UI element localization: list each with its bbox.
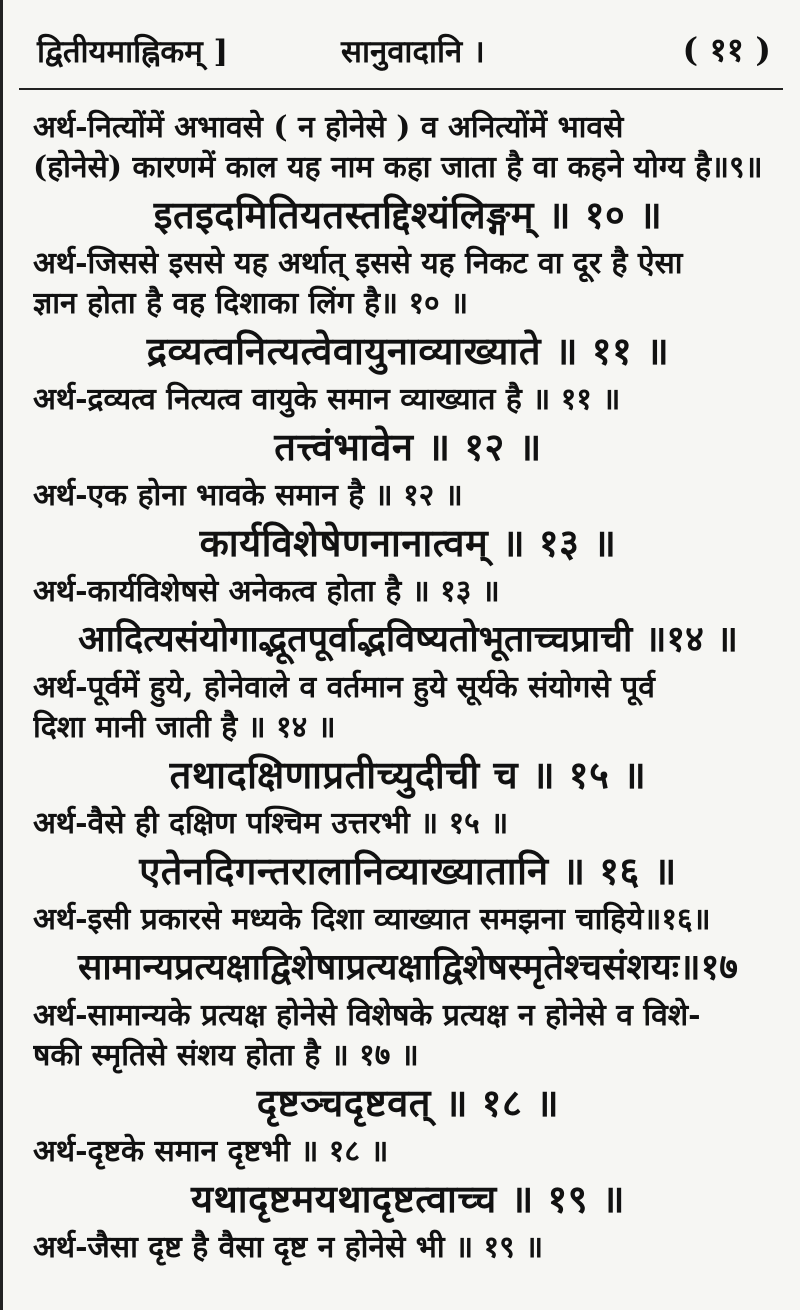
- sutra-verse: कार्यविशेषेणनानात्वम् ॥ १३ ॥: [199, 520, 617, 565]
- sutra-verse: द्रव्यत्वनित्यत्वेवायुनाव्याख्याते ॥ ११ ॥: [146, 328, 670, 373]
- meaning-line: अर्थ-इसी प्रकारसे मध्यके दिशा व्याख्यात समझना चाहिये॥१६॥: [33, 902, 711, 937]
- meaning-line: अर्थ-नित्योंमें अभावसे ( न होनेसे ) व अनित्योंमें भावसे: [33, 110, 624, 145]
- meaning-line: अर्थ-सामान्यके प्रत्यक्ष होनेसे विशेषके प्रत्यक्ष न होनेसे व विशे-: [33, 998, 701, 1033]
- meaning-line: ज्ञान होता है वह दिशाका लिंग है॥ १० ॥: [33, 286, 469, 321]
- meaning-line: अर्थ-पूर्वमें हुये, होनेवाले व वर्तमान हुये सूर्यके संयोगसे पूर्व: [33, 670, 655, 705]
- meaning-line: अर्थ-वैसे ही दक्षिण पश्चिम उत्तरभी ॥ १५ ॥: [33, 806, 509, 841]
- meaning-line: षकी स्मृतिसे संशय होता है ॥ १७ ॥: [33, 1038, 419, 1073]
- sutra-verse: तथादक्षिणाप्रतीच्युदीची च ॥ १५ ॥: [169, 752, 647, 797]
- meaning-line: अर्थ-दृष्टके समान दृष्टभी ॥ १८ ॥: [33, 1134, 389, 1169]
- meaning-line: अर्थ-द्रव्यत्व नित्यत्व वायुके समान व्याख्यात है ॥ ११ ॥: [33, 382, 621, 417]
- page-body: [33, 108, 783, 1268]
- sutra-verse: इतइदमितियतस्तद्दिश्यंलिङ्गम् ॥ १० ॥: [153, 192, 663, 237]
- meaning-line: अर्थ-एक होना भावके समान है ॥ १२ ॥: [33, 478, 463, 513]
- sutra-verse: आदित्यसंयोगाद्भूतपूर्वाद्भविष्यतोभूताच्चप्राची ॥१४ ॥: [78, 618, 738, 660]
- header-rule: [19, 88, 783, 90]
- running-head-left: द्वितीयमाह्निकम् ]: [37, 34, 229, 70]
- page-number: ( ११ ): [682, 30, 771, 69]
- page-header: [31, 30, 781, 90]
- meaning-line: अर्थ-जिससे इससे यह अर्थात् इससे यह निकट वा दूर है ऐसा: [33, 246, 683, 281]
- sutra-verse: एतेनदिगन्तरालानिव्याख्यातानि ॥ १६ ॥: [139, 848, 677, 893]
- running-head-center: सानुवादानि ।: [341, 34, 485, 70]
- sutra-verse: यथादृष्टमयथादृष्टत्वाच्च ॥ १९ ॥: [190, 1176, 626, 1221]
- sutra-verse: तत्त्वंभावेन ॥ १२ ॥: [274, 424, 542, 469]
- meaning-line: (होनेसे) कारणमें काल यह नाम कहा जाता है वा कहने योग्य है॥९॥: [33, 150, 763, 185]
- sutra-verse: सामान्यप्रत्यक्षाद्विशेषाप्रत्यक्षाद्विशेषस्मृतेश्चसंशयः॥१७: [77, 946, 739, 988]
- meaning-line: दिशा मानी जाती है ॥ १४ ॥: [33, 710, 336, 745]
- meaning-line: अर्थ-कार्यविशेषसे अनेकत्व होता है ॥ १३ ॥: [33, 574, 500, 609]
- meaning-line: अर्थ-जैसा दृष्ट है वैसा दृष्ट न होनेसे भी ॥ १९ ॥: [33, 1230, 544, 1265]
- sutra-verse: दृष्टञ्चदृष्टवत् ॥ १८ ॥: [256, 1080, 560, 1125]
